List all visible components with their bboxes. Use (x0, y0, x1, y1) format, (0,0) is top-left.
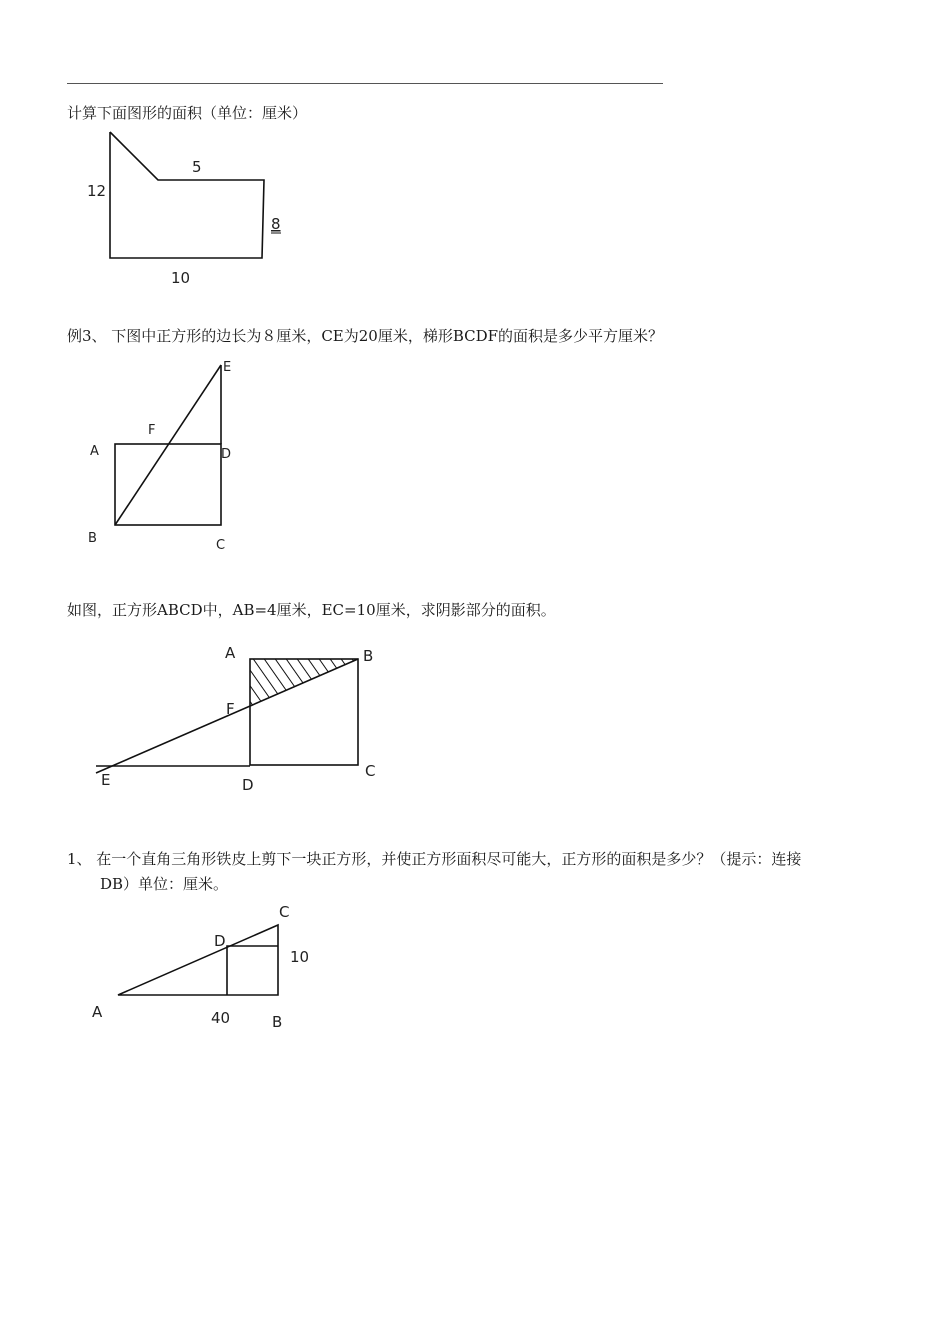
figure1-label-left: 12 (87, 182, 107, 200)
figure4-label-B: B (272, 1013, 283, 1031)
figure3-label-A: A (225, 644, 236, 662)
figure4-label-D: D (214, 932, 226, 950)
problem1-text: 计算下面图形的面积（单位：厘米） (67, 104, 308, 122)
figure4-label-base: 40 (211, 1009, 231, 1027)
figure1-polygon (110, 132, 264, 258)
figure3-label-C: C (365, 762, 376, 780)
figure2-label-E: E (223, 360, 232, 375)
figure2-square-triangle (115, 365, 221, 525)
problem2-text: 例3、 下图中正方形的边长为８厘米，CE为20厘米，梯形BCDF的面积是多少平方厘米？ (67, 327, 664, 345)
figure2-label-F: F (148, 423, 156, 438)
problem4-text-line2: DB）单位：厘米。 (100, 875, 229, 893)
figure2-label-C: C (216, 538, 226, 553)
figure2-label-A: A (90, 444, 99, 459)
problem4-text-line1: 1、 在一个直角三角形铁皮上剪下一块正方形，并使正方形面积尽可能大，正方形的面积是多少？（提示：连接 (67, 850, 802, 868)
figure4-label-A: A (92, 1003, 103, 1021)
figure4-triangle-square (118, 925, 278, 995)
figure3-label-B: B (363, 647, 374, 665)
figure3-label-F: F (226, 700, 235, 718)
figure3-label-E: E (101, 771, 111, 789)
figure1-label-bottom: 10 (171, 269, 191, 287)
figure4-label-height: 10 (290, 948, 310, 966)
problem3-text: 如图，正方形ABCD中，AB=4厘米，EC=10厘米，求阴影部分的面积。 (67, 601, 556, 619)
figure1-label-top: 5 (192, 158, 202, 176)
figure4-label-C: C (279, 903, 290, 921)
figure3-label-D: D (242, 776, 254, 794)
figure2-label-B: B (88, 531, 97, 546)
figure1-label-right: 8 (271, 215, 281, 233)
figure2-label-D: D (221, 447, 232, 462)
